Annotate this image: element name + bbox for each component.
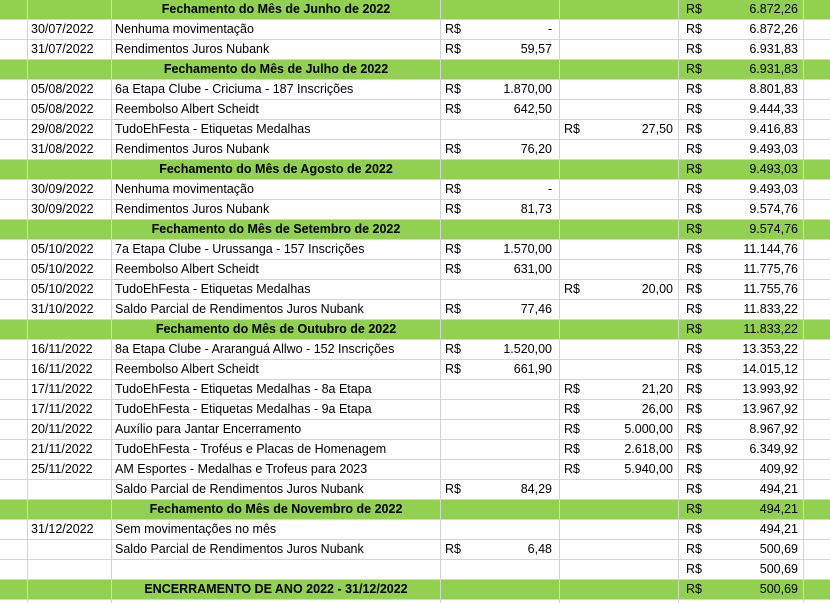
cell-date[interactable] [28, 0, 112, 19]
cell-currency-credit[interactable] [441, 280, 461, 299]
cell-balance[interactable]: 6.872,26 [749, 2, 798, 16]
cell-credit-value[interactable] [461, 0, 557, 19]
cell-currency-balance[interactable]: R$ [686, 322, 702, 336]
cell-description[interactable]: Nenhuma movimentação [115, 182, 254, 196]
cell-currency-balance[interactable]: R$ [686, 202, 702, 216]
cell-currency-debit[interactable]: R$ [564, 282, 580, 296]
cell-date[interactable] [28, 220, 112, 239]
cell-description[interactable]: Fechamento do Mês de Junho de 2022 [161, 2, 391, 16]
ledger-row [0, 540, 830, 560]
cell-description[interactable]: Fechamento do Mês de Outubro de 2022 [155, 322, 397, 336]
cell-credit-value[interactable] [461, 160, 557, 179]
cell-currency-balance[interactable]: R$ [686, 502, 702, 516]
cell-description[interactable]: Fechamento do Mês de Setembro de 2022 [151, 222, 401, 236]
cell-description[interactable]: Nenhuma movimentação [115, 22, 254, 36]
cell-credit-value[interactable] [461, 500, 557, 519]
cell-date[interactable]: 05/08/2022 [31, 82, 94, 96]
cell-date[interactable]: 21/11/2022 [31, 442, 93, 456]
grid-line [27, 0, 28, 603]
cell-currency-debit[interactable] [560, 220, 582, 239]
cell-currency-balance[interactable]: R$ [686, 562, 702, 576]
cell-currency-credit[interactable]: R$ [445, 82, 461, 96]
ledger-row [0, 380, 830, 400]
month-closing-row [0, 160, 830, 180]
cell-credit-value[interactable]: 1.570,00 [503, 242, 552, 256]
cell-currency-credit[interactable] [441, 440, 461, 459]
cell-debit-value[interactable] [582, 160, 678, 179]
cell-description[interactable]: TudoEhFesta - Etiquetas Medalhas - 9a Etapa [115, 402, 372, 416]
cell-credit-value[interactable]: - [547, 182, 552, 196]
cell-currency-debit[interactable] [560, 580, 582, 599]
cell-currency-debit[interactable] [560, 520, 582, 539]
cell-date[interactable]: 16/11/2022 [31, 362, 93, 376]
cell-debit-value[interactable] [582, 100, 678, 119]
cell-currency-credit[interactable]: R$ [445, 102, 461, 116]
ledger-row [0, 260, 830, 280]
cell-date[interactable]: 31/12/2022 [31, 522, 94, 536]
cell-currency-debit[interactable] [560, 180, 582, 199]
cell-balance[interactable]: 6.872,26 [749, 22, 798, 36]
cell-description[interactable]: AM Esportes - Medalhas e Trofeus para 2023 [115, 462, 368, 476]
cell-currency-balance[interactable]: R$ [686, 222, 702, 236]
cell-balance[interactable]: 500,69 [759, 542, 798, 556]
cell-currency-debit[interactable] [560, 260, 582, 279]
cell-credit-value[interactable] [461, 60, 557, 79]
cell-balance[interactable]: 9.416,83 [749, 122, 798, 136]
cell-currency-debit[interactable] [560, 340, 582, 359]
cell-debit-value[interactable]: 5.000,00 [624, 422, 673, 436]
cell-credit-value[interactable]: 84,29 [520, 482, 552, 496]
cell-currency-debit[interactable] [560, 0, 582, 19]
cell-credit-value[interactable] [461, 380, 557, 399]
cell-description[interactable]: Reembolso Albert Scheidt [115, 262, 259, 276]
cell-balance[interactable]: 11.775,76 [743, 262, 798, 276]
cell-currency-balance[interactable]: R$ [686, 42, 702, 56]
cell-currency-debit[interactable] [560, 20, 582, 39]
cell-credit-value[interactable]: - [547, 22, 552, 36]
cell-balance[interactable]: 11.833,22 [743, 322, 798, 336]
cell-currency-debit[interactable] [560, 540, 582, 559]
grid-line [678, 0, 679, 603]
cell-currency-credit[interactable]: R$ [445, 202, 461, 216]
cell-currency-debit[interactable]: R$ [564, 122, 580, 136]
cell-debit-value[interactable] [582, 140, 678, 159]
cell-balance[interactable]: 11.144,76 [743, 242, 798, 256]
cell-currency-balance[interactable]: R$ [686, 482, 702, 496]
cell-currency-balance[interactable]: R$ [686, 462, 702, 476]
cell-date[interactable]: 30/09/2022 [31, 202, 94, 216]
cell-currency-balance[interactable]: R$ [686, 382, 702, 396]
cell-description[interactable]: Reembolso Albert Scheidt [115, 362, 259, 376]
cell-currency-debit[interactable] [560, 80, 582, 99]
cell-date[interactable]: 31/07/2022 [31, 42, 94, 56]
grid-line [559, 0, 560, 603]
ledger-row [0, 180, 830, 200]
cell-currency-credit[interactable] [441, 460, 461, 479]
cell-currency-balance[interactable]: R$ [686, 442, 702, 456]
cell-currency-debit[interactable] [560, 100, 582, 119]
cell-credit-value[interactable] [461, 220, 557, 239]
cell-currency-credit[interactable] [441, 220, 461, 239]
cell-description[interactable]: Sem movimentações no mês [115, 522, 277, 536]
cell-date[interactable]: 05/10/2022 [31, 242, 94, 256]
cell-currency-balance[interactable]: R$ [686, 62, 702, 76]
cell-balance[interactable]: 9.493,03 [749, 142, 798, 156]
cell-credit-value[interactable] [461, 420, 557, 439]
ledger-row [0, 560, 830, 580]
cell-date[interactable] [28, 560, 112, 579]
cell-debit-value[interactable] [582, 20, 678, 39]
cell-debit-value[interactable]: 26,00 [641, 402, 673, 416]
cell-credit-value[interactable] [461, 440, 557, 459]
cell-date[interactable]: 25/11/2022 [31, 462, 93, 476]
cell-debit-value[interactable] [582, 340, 678, 359]
cell-balance[interactable]: 6.349,92 [749, 442, 798, 456]
cell-balance[interactable]: 494,21 [759, 482, 798, 496]
cell-date[interactable] [28, 540, 112, 559]
cell-currency-credit[interactable]: R$ [445, 342, 461, 356]
cell-currency-debit[interactable] [560, 500, 582, 519]
cell-currency-credit[interactable] [441, 580, 461, 599]
cell-credit-value[interactable] [461, 120, 557, 139]
cell-currency-debit[interactable] [560, 360, 582, 379]
cell-date[interactable]: 30/07/2022 [31, 22, 94, 36]
cell-currency-credit[interactable]: R$ [445, 262, 461, 276]
ledger-row [0, 100, 830, 120]
cell-description[interactable]: 7a Etapa Clube - Urussanga - 157 Inscrições [115, 242, 365, 256]
cell-currency-credit[interactable]: R$ [445, 242, 461, 256]
cell-debit-value[interactable] [582, 180, 678, 199]
grid-line [111, 0, 112, 603]
cell-debit-value[interactable] [582, 200, 678, 219]
month-closing-row [0, 220, 830, 240]
cell-date[interactable]: 29/08/2022 [31, 122, 94, 136]
cell-debit-value[interactable]: 20,00 [641, 282, 673, 296]
cell-currency-balance[interactable]: R$ [686, 582, 702, 596]
cell-description[interactable]: Saldo Parcial de Rendimentos Juros Nubank [115, 482, 364, 496]
cell-balance[interactable]: 9.493,03 [749, 182, 798, 196]
cell-date[interactable]: 31/10/2022 [31, 302, 94, 316]
ledger-row [0, 20, 830, 40]
cell-currency-credit[interactable] [441, 520, 461, 539]
cell-currency-credit[interactable]: R$ [445, 482, 461, 496]
cell-debit-value[interactable] [582, 300, 678, 319]
cell-debit-value[interactable]: 21,20 [641, 382, 673, 396]
cell-description[interactable]: Rendimentos Juros Nubank [115, 142, 270, 156]
month-closing-row [0, 320, 830, 340]
cell-debit-value[interactable] [582, 240, 678, 259]
cell-currency-balance[interactable]: R$ [686, 2, 702, 16]
cell-currency-balance[interactable]: R$ [686, 142, 702, 156]
cell-credit-value[interactable] [461, 580, 557, 599]
cell-debit-value[interactable] [582, 360, 678, 379]
ledger-row [0, 340, 830, 360]
cell-balance[interactable]: 6.931,83 [749, 62, 798, 76]
cell-balance[interactable]: 13.353,22 [742, 342, 798, 356]
ledger-row [0, 140, 830, 160]
cell-credit-value[interactable]: 59,57 [520, 42, 552, 56]
cell-debit-value[interactable] [582, 520, 678, 539]
cell-currency-debit[interactable] [560, 560, 582, 579]
cell-currency-debit[interactable]: R$ [564, 402, 580, 416]
cell-currency-balance[interactable]: R$ [686, 402, 702, 416]
cell-date[interactable]: 16/11/2022 [31, 342, 93, 356]
cell-description[interactable]: Saldo Parcial de Rendimentos Juros Nubank [115, 302, 364, 316]
cell-date[interactable]: 17/11/2022 [31, 382, 93, 396]
cell-currency-debit[interactable] [560, 240, 582, 259]
cell-description[interactable]: ENCERRAMENTO DE ANO 2022 - 31/12/2022 [144, 582, 408, 596]
cell-date[interactable] [28, 160, 112, 179]
cell-description[interactable]: Rendimentos Juros Nubank [115, 202, 270, 216]
month-closing-row [0, 0, 830, 20]
cell-currency-debit[interactable] [560, 140, 582, 159]
cell-currency-credit[interactable]: R$ [445, 22, 461, 36]
cell-currency-balance[interactable]: R$ [686, 162, 702, 176]
grid-line [803, 0, 804, 603]
ledger-row [0, 240, 830, 260]
cell-currency-balance[interactable]: R$ [686, 262, 702, 276]
cell-currency-balance[interactable]: R$ [686, 242, 702, 256]
cell-currency-balance[interactable]: R$ [686, 102, 702, 116]
cell-currency-debit[interactable] [560, 60, 582, 79]
month-closing-row [0, 580, 830, 600]
cell-date[interactable] [28, 480, 112, 499]
cell-currency-balance[interactable]: R$ [686, 182, 702, 196]
cell-currency-balance[interactable]: R$ [686, 122, 702, 136]
month-closing-row [0, 500, 830, 520]
cell-balance[interactable]: 8.801,83 [749, 82, 798, 96]
cell-debit-value[interactable] [582, 80, 678, 99]
ledger-row [0, 520, 830, 540]
cell-currency-debit[interactable]: R$ [564, 422, 580, 436]
cell-balance[interactable]: 14.015,12 [742, 362, 798, 376]
cell-debit-value[interactable] [582, 580, 678, 599]
cell-currency-debit[interactable]: R$ [564, 382, 580, 396]
cell-balance[interactable]: 500,69 [759, 582, 798, 596]
cell-debit-value[interactable] [582, 480, 678, 499]
cell-description[interactable]: Fechamento do Mês de Novembro de 2022 [149, 502, 403, 516]
cell-currency-credit[interactable] [441, 60, 461, 79]
cell-credit-value[interactable] [461, 460, 557, 479]
cell-currency-credit[interactable] [441, 500, 461, 519]
cell-currency-balance[interactable]: R$ [686, 282, 702, 296]
cell-currency-balance[interactable]: R$ [686, 342, 702, 356]
cell-balance[interactable]: 8.967,92 [749, 422, 798, 436]
cell-credit-value[interactable]: 1.870,00 [503, 82, 552, 96]
cell-currency-credit[interactable] [441, 400, 461, 419]
cell-debit-value[interactable] [582, 220, 678, 239]
cell-date[interactable]: 17/11/2022 [31, 402, 93, 416]
ledger-row [0, 40, 830, 60]
cell-currency-balance[interactable]: R$ [686, 362, 702, 376]
cell-description[interactable]: 8a Etapa Clube - Araranguá Allwo - 152 Inscrições [115, 342, 395, 356]
cell-currency-debit[interactable] [560, 40, 582, 59]
cell-debit-value[interactable] [582, 260, 678, 279]
cell-currency-debit[interactable]: R$ [564, 462, 580, 476]
cell-currency-balance[interactable]: R$ [686, 542, 702, 556]
cell-balance[interactable]: 11.755,76 [743, 282, 798, 296]
cell-currency-balance[interactable]: R$ [686, 22, 702, 36]
cell-currency-credit[interactable]: R$ [445, 142, 461, 156]
cell-date[interactable] [28, 500, 112, 519]
cell-credit-value[interactable]: 631,00 [513, 262, 552, 276]
cell-balance[interactable]: 500,69 [759, 562, 798, 576]
cell-credit-value[interactable] [461, 280, 557, 299]
cell-credit-value[interactable] [461, 320, 557, 339]
cell-debit-value[interactable] [582, 320, 678, 339]
cell-currency-balance[interactable]: R$ [686, 302, 702, 316]
month-closing-row [0, 60, 830, 80]
cell-currency-balance[interactable]: R$ [686, 82, 702, 96]
cell-description[interactable]: Fechamento do Mês de Julho de 2022 [163, 62, 389, 76]
cell-balance[interactable]: 13.967,92 [742, 402, 798, 416]
grid-line [440, 0, 441, 603]
cell-date[interactable] [28, 580, 112, 599]
ledger-row [0, 400, 830, 420]
cell-date[interactable]: 31/08/2022 [31, 142, 94, 156]
cell-balance[interactable]: 9.493,03 [749, 162, 798, 176]
ledger-row [0, 280, 830, 300]
cell-credit-value[interactable]: 661,90 [513, 362, 552, 376]
cell-balance[interactable]: 494,21 [759, 502, 798, 516]
cell-date[interactable]: 30/09/2022 [31, 182, 94, 196]
cell-balance[interactable]: 9.574,76 [749, 222, 798, 236]
ledger-row [0, 440, 830, 460]
cell-currency-credit[interactable]: R$ [445, 302, 461, 316]
cell-date[interactable]: 05/10/2022 [31, 282, 94, 296]
cell-credit-value[interactable] [461, 400, 557, 419]
cell-currency-credit[interactable] [441, 320, 461, 339]
ledger-row [0, 80, 830, 100]
ledger-row [0, 460, 830, 480]
cell-credit-value[interactable]: 76,20 [520, 142, 552, 156]
cell-balance[interactable]: 11.833,22 [743, 302, 798, 316]
cell-date[interactable] [28, 60, 112, 79]
cell-currency-credit[interactable] [441, 380, 461, 399]
cell-credit-value[interactable]: 1.520,00 [503, 342, 552, 356]
cell-debit-value[interactable]: 27,50 [641, 122, 673, 136]
cell-debit-value[interactable] [582, 60, 678, 79]
cell-balance[interactable]: 9.444,33 [749, 102, 798, 116]
cell-balance[interactable]: 6.931,83 [749, 42, 798, 56]
cell-credit-value[interactable]: 77,46 [520, 302, 552, 316]
cell-currency-debit[interactable] [560, 200, 582, 219]
cell-date[interactable]: 05/08/2022 [31, 102, 94, 116]
cell-credit-value[interactable] [461, 520, 557, 539]
cell-balance[interactable]: 13.993,92 [742, 382, 798, 396]
cell-description[interactable]: Rendimentos Juros Nubank [115, 42, 270, 56]
cell-currency-debit[interactable] [560, 480, 582, 499]
cell-debit-value[interactable]: 2.618,00 [624, 442, 673, 456]
cell-description[interactable]: Auxílio para Jantar Encerramento [115, 422, 302, 436]
cell-credit-value[interactable]: 642,50 [513, 102, 552, 116]
cell-currency-credit[interactable]: R$ [445, 542, 461, 556]
cell-description[interactable]: TudoEhFesta - Etiquetas Medalhas [115, 282, 311, 296]
cell-debit-value[interactable] [582, 540, 678, 559]
cell-currency-debit[interactable]: R$ [564, 442, 580, 456]
cell-currency-credit[interactable] [441, 0, 461, 19]
cell-balance[interactable]: 409,92 [759, 462, 798, 476]
cell-currency-balance[interactable]: R$ [686, 422, 702, 436]
cell-description[interactable]: TudoEhFesta - Etiquetas Medalhas [115, 122, 311, 136]
cell-credit-value[interactable]: 81,73 [520, 202, 552, 216]
cell-description[interactable]: Reembolso Albert Scheidt [115, 102, 259, 116]
cell-currency-balance[interactable]: R$ [686, 522, 702, 536]
cell-description[interactable]: Saldo Parcial de Rendimentos Juros Nubank [115, 542, 364, 556]
cell-currency-credit[interactable] [441, 160, 461, 179]
cell-balance[interactable]: 494,21 [759, 522, 798, 536]
cell-currency-credit[interactable] [441, 120, 461, 139]
ledger-row [0, 480, 830, 500]
cell-description[interactable]: 6a Etapa Clube - Criciuma - 187 Inscrições [115, 82, 354, 96]
cell-currency-credit[interactable]: R$ [445, 42, 461, 56]
cell-description[interactable]: TudoEhFesta - Troféus e Placas de Homenagem [115, 442, 387, 456]
cell-currency-credit[interactable]: R$ [445, 182, 461, 196]
ledger-row [0, 300, 830, 320]
cell-date[interactable]: 05/10/2022 [31, 262, 94, 276]
ledger-row [0, 200, 830, 220]
cell-debit-value[interactable] [582, 500, 678, 519]
cell-credit-value[interactable]: 6,48 [527, 542, 552, 556]
cell-date[interactable] [28, 320, 112, 339]
cell-currency-credit[interactable] [441, 420, 461, 439]
ledger-row [0, 420, 830, 440]
cell-credit-value[interactable] [461, 560, 557, 579]
cell-currency-debit[interactable] [560, 300, 582, 319]
cell-balance[interactable]: 9.574,76 [749, 202, 798, 216]
cell-date[interactable]: 20/11/2022 [31, 422, 93, 436]
cell-currency-debit[interactable] [560, 160, 582, 179]
cell-description[interactable]: Fechamento do Mês de Agosto de 2022 [159, 162, 393, 176]
cell-description[interactable] [112, 560, 440, 579]
cell-debit-value[interactable] [582, 0, 678, 19]
ledger-row [0, 120, 830, 140]
cell-debit-value[interactable]: 5.940,00 [624, 462, 673, 476]
cell-currency-debit[interactable] [560, 320, 582, 339]
cell-description[interactable]: TudoEhFesta - Etiquetas Medalhas - 8a Etapa [115, 382, 372, 396]
cell-debit-value[interactable] [582, 560, 678, 579]
ledger-row [0, 360, 830, 380]
cell-currency-credit[interactable] [441, 560, 461, 579]
cell-currency-credit[interactable]: R$ [445, 362, 461, 376]
cell-debit-value[interactable] [582, 40, 678, 59]
